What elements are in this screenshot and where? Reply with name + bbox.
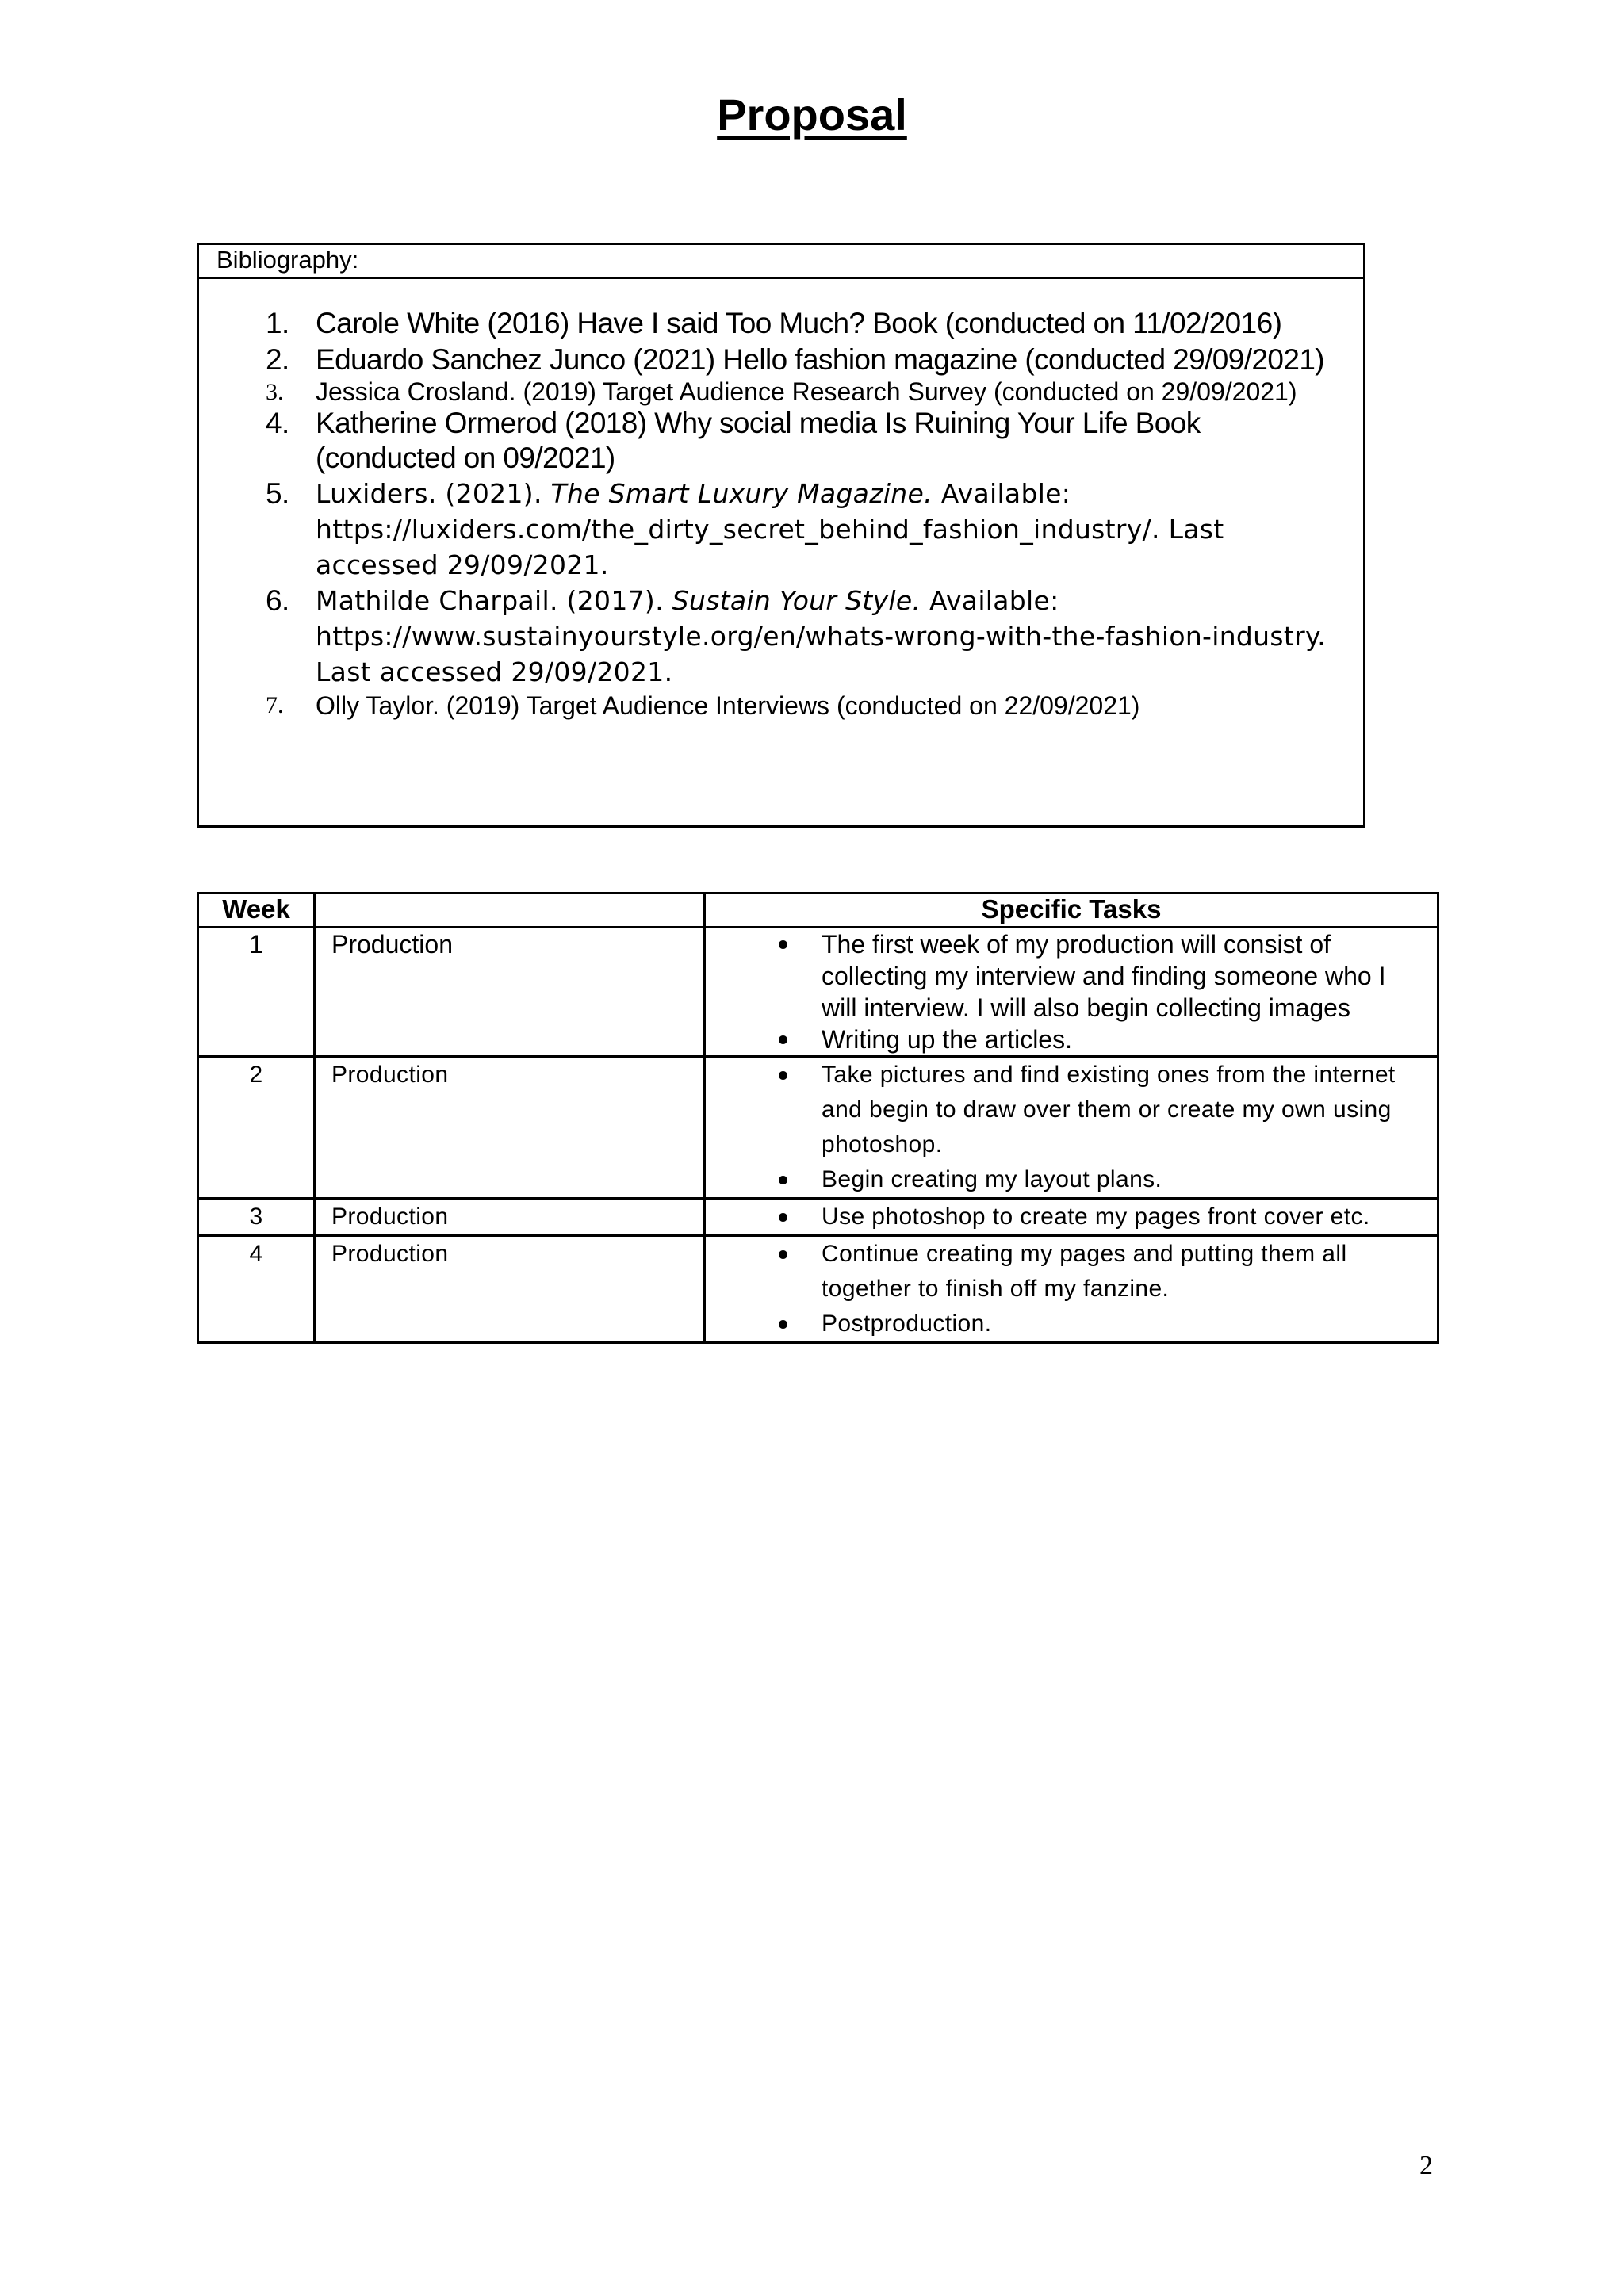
bibliography-item-number: 2. [266, 343, 289, 376]
table-row [198, 1236, 1438, 1343]
tasks-cell [705, 928, 1438, 1057]
task-item: Continue creating my pages and putting them all together to finish off my fanzine. [822, 1237, 1421, 1307]
table-row [198, 928, 1438, 1057]
page-title: Proposal [717, 90, 907, 140]
bibliography-list [199, 305, 1363, 721]
week-cell: 4 [198, 1236, 315, 1343]
phase-cell: Production [315, 1057, 705, 1199]
phase-cell: Production [315, 1236, 705, 1343]
task-list [706, 928, 1437, 1055]
bibliography-item-text-pre: Mathilde Charpail. (2017). [316, 585, 672, 616]
bibliography-item-text-post: Available: https://luxiders.com/the_dirty_secret_behind_fashion_industry/. Last accessed 29/09/2021. [316, 478, 1224, 580]
tasks-cell [705, 1199, 1438, 1236]
bibliography-item-number: 3. [266, 379, 284, 405]
bibliography-heading: Bibliography: [199, 245, 1363, 279]
bibliography-item [199, 406, 1363, 476]
task-item: Writing up the articles. [822, 1024, 1421, 1055]
phase-column-header [315, 894, 705, 928]
tasks-cell [705, 1057, 1438, 1199]
tasks-cell [705, 1236, 1438, 1343]
bibliography-item [199, 342, 1363, 378]
task-list [706, 1058, 1437, 1197]
bibliography-item-text: Katherine Ormerod (2018) Why social media Is Ruining Your Life Book (conducted on 09/2021) [316, 407, 1201, 474]
bibliography-item-number: 1. [266, 307, 289, 339]
task-item: Postproduction. [822, 1307, 1421, 1341]
bibliography-item-text: Carole White (2016) Have I said Too Much? Book (conducted on 11/02/2016) [316, 307, 1282, 339]
phase-cell: Production [315, 928, 705, 1057]
bibliography-item-text-pre: Luxiders. (2021). [316, 478, 551, 509]
bibliography-item-number: 5. [266, 477, 289, 510]
table-row [198, 1057, 1438, 1199]
bibliography-item [199, 583, 1363, 690]
bibliography-item [199, 305, 1363, 342]
bibliography-item-title: The Smart Luxury Magazine. [550, 478, 933, 509]
bibliography-item-number: 7. [266, 692, 284, 718]
task-item: Take pictures and find existing ones from the internet and begin to draw over them or create my own using photoshop. [822, 1058, 1421, 1162]
phase-cell: Production [315, 1199, 705, 1236]
bibliography-item-number: 6. [266, 584, 289, 617]
page-number: 2 [1419, 2151, 1433, 2180]
bibliography-item-text: Eduardo Sanchez Junco (2021) Hello fashion magazine (conducted 29/09/2021) [316, 343, 1325, 376]
week-cell: 3 [198, 1199, 315, 1236]
bibliography-item-title: Sustain Your Style. [672, 585, 921, 616]
bibliography-item-number: 4. [266, 407, 289, 439]
bibliography-item-text-post: Available: https://www.sustainyourstyle.org/en/whats-wrong-with-the-fashion-industry. Last accessed 29/09/2021. [316, 585, 1326, 687]
bibliography-item [199, 476, 1363, 583]
bibliography-item [199, 378, 1363, 406]
tasks-column-header: Specific Tasks [705, 894, 1438, 928]
bibliography-item [199, 690, 1363, 721]
bibliography-box [197, 243, 1365, 828]
schedule-header-row [198, 894, 1438, 928]
week-cell: 2 [198, 1057, 315, 1199]
task-item: Begin creating my layout plans. [822, 1162, 1421, 1197]
schedule-table [197, 892, 1439, 1344]
table-row [198, 1199, 1438, 1236]
task-list [706, 1237, 1437, 1341]
week-cell: 1 [198, 928, 315, 1057]
bibliography-item-text: Jessica Crosland. (2019) Target Audience Research Survey (conducted on 29/09/2021) [316, 377, 1297, 406]
task-item: The first week of my production will consist of collecting my interview and finding someone who I will interview. I will also begin collecting images [822, 928, 1421, 1024]
week-column-header: Week [198, 894, 315, 928]
task-list [706, 1200, 1437, 1234]
task-item: Use photoshop to create my pages front cover etc. [822, 1200, 1421, 1234]
bibliography-item-text: Olly Taylor. (2019) Target Audience Interviews (conducted on 22/09/2021) [316, 691, 1140, 720]
